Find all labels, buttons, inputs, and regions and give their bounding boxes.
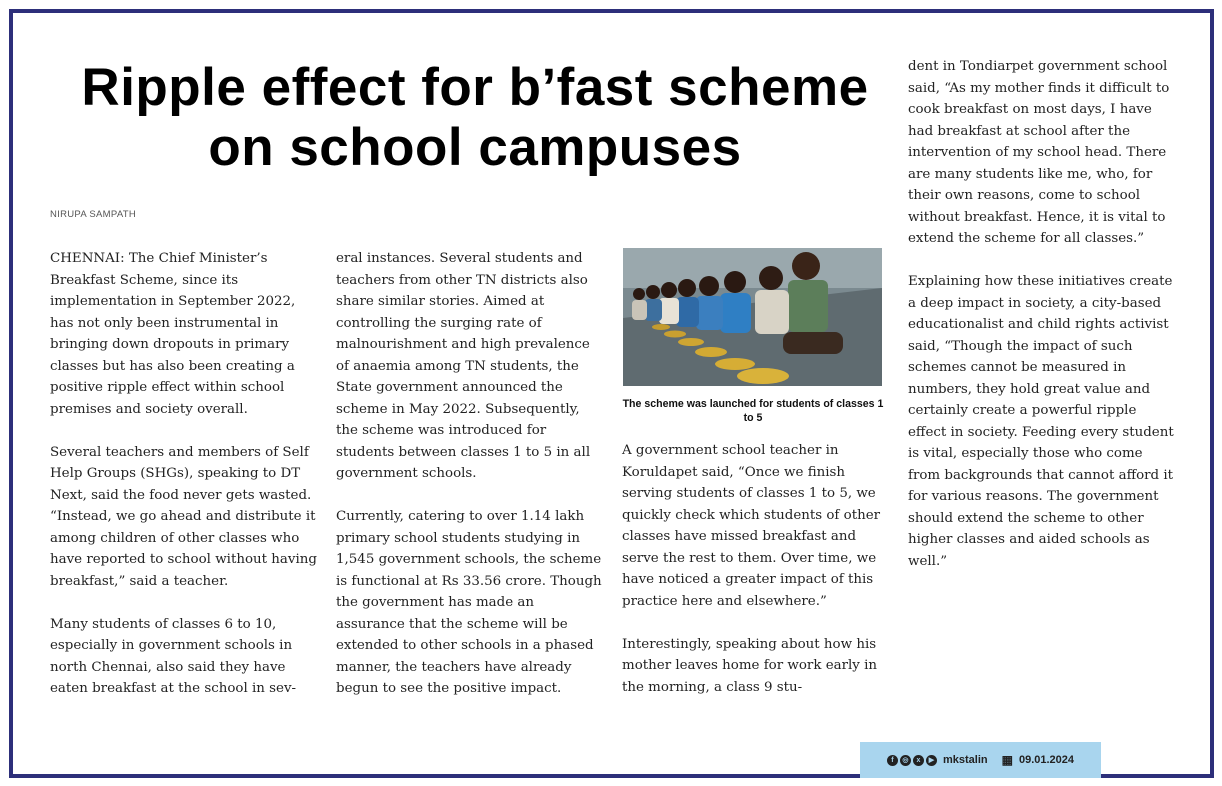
- paragraph: Currently, catering to over 1.14 lakh primary school students studying in 1,545 government schools, the scheme is functional at Rs 33.56 crore. Though the government has made an assurance that the scheme will be extended to other schools in a phased manner, the teachers have already begun to see the positive impact.: [336, 509, 602, 696]
- article-column-4: [908, 56, 1176, 594]
- paragraph: CHENNAI: The Chief Minister’s Breakfast Scheme, since its implementation in September 2022, has not only been instrumental in bringing down dropouts in primary classes but has also been creating a positive ripple effect within school premises and society overall.: [50, 251, 296, 417]
- paragraph: Several teachers and members of Self Help Groups (SHGs), speaking to DT Next, said the food never gets wasted. “Instead, we go ahead and distribute it among children of other classes who have reported to school without having breakfast,” said a teacher.: [50, 444, 317, 589]
- byline: NIRUPA SAMPATH: [50, 209, 137, 220]
- instagram-icon: ◎: [900, 755, 911, 766]
- calendar-icon: ▦: [1001, 753, 1013, 767]
- footer-credit-bar: [860, 742, 1101, 778]
- paragraph: Many students of classes 6 to 10, especially in government schools in north Chennai, also said they have eaten breakfast at the school in sev-: [50, 616, 297, 696]
- paragraph: eral instances. Several students and teachers from other TN districts also share similar stories. Aimed at controlling the surging rate of malnourishment and high prevalence of anaemia among TN students, the State government announced the scheme in May 2022. Subsequently, the scheme was introduced for students between classes 1 to 5 in all government schools.: [336, 251, 591, 481]
- paragraph: dent in Tondiarpet government school said, “As my mother finds it difficult to cook breakfast on most days, I have had breakfast at school after the intervention of my school head. There are many students like me, who, for their own reasons, come to school without breakfast. Hence, it is vital to extend the scheme for all classes.”: [908, 59, 1170, 246]
- social-icons: [887, 755, 937, 766]
- x-icon: x: [913, 755, 924, 766]
- children-eating-photo: [623, 248, 882, 386]
- article-column-3: [622, 440, 890, 720]
- paragraph: Explaining how these initiatives create a deep impact in society, a city-based educationalist and child rights activist said, “Though the impact of such schemes cannot be measured in numbers, they hold great value and certainly create a powerful ripple effect in society. Feeding every student is vital, especially those who come from backgrounds that cannot afford it for various reasons. The government should extend the scheme to other higher classes and aided schools as well.”: [908, 274, 1174, 569]
- publish-date: 09.01.2024: [1018, 754, 1075, 766]
- photo-caption: The scheme was launched for students of classes 1 to 5: [622, 398, 884, 424]
- article-column-2: [336, 248, 604, 721]
- youtube-icon: ▶: [926, 755, 937, 766]
- paragraph: A government school teacher in Koruldapet said, “Once we finish serving students of classes 1 to 5, we quickly check which students of other classes have missed breakfast and serve the rest to them. Over time, we have noticed a greater impact of this practice here and elsewhere.”: [622, 443, 881, 609]
- paragraph: Interestingly, speaking about how his mother leaves home for work early in the morning, a class 9 stu-: [622, 636, 878, 695]
- headline: Ripple effect for b’fast scheme on school campuses: [81, 58, 869, 177]
- facebook-icon: f: [887, 755, 898, 766]
- article-column-1: [50, 248, 318, 721]
- news-photo: [623, 248, 882, 386]
- social-handle: mkstalin: [942, 754, 988, 766]
